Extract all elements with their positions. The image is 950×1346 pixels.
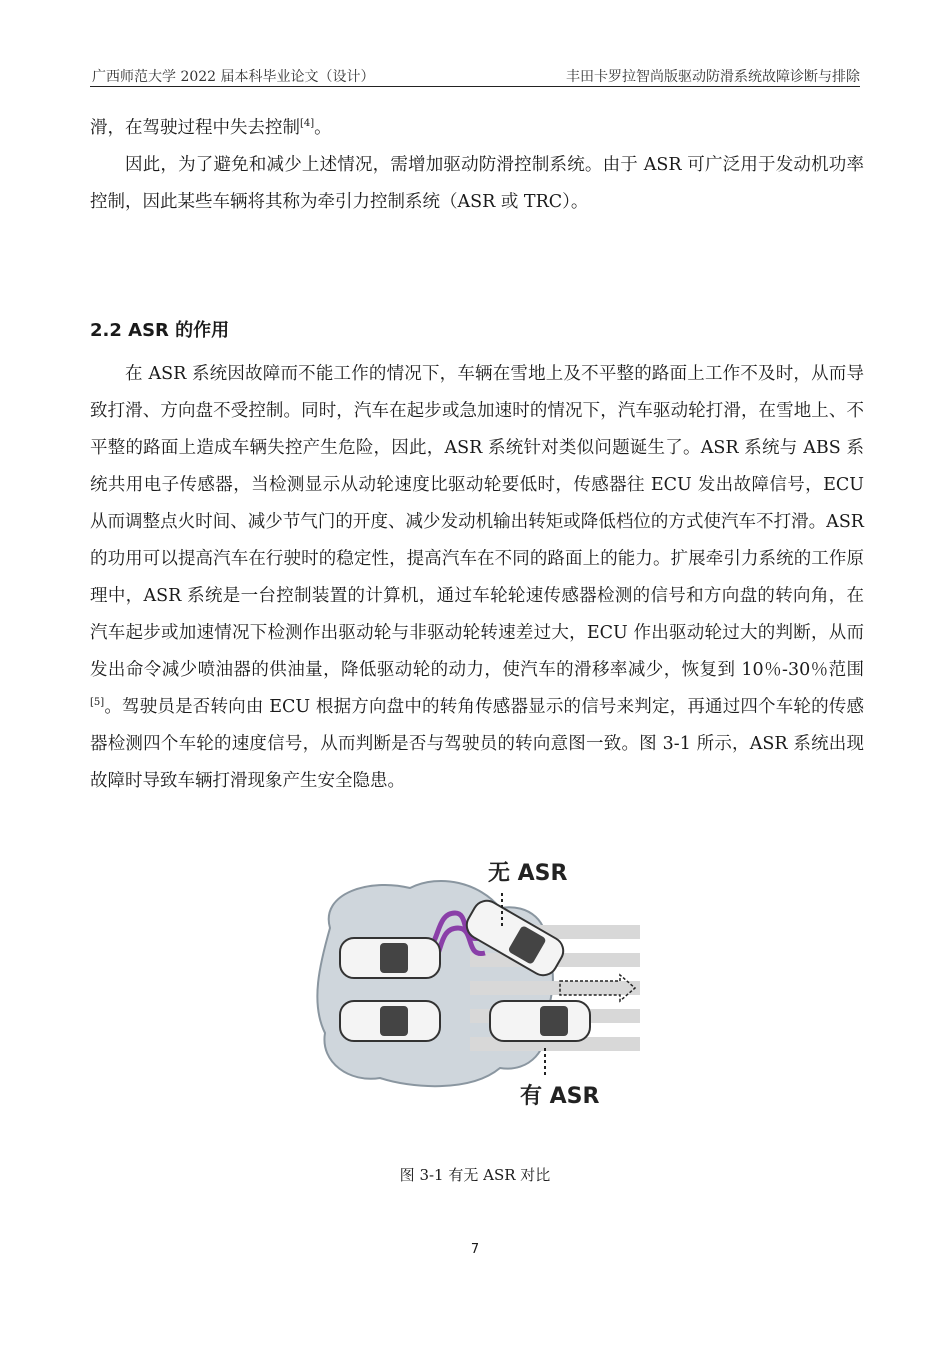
intro-paragraph: 因此，为了避免和减少上述情况，需增加驱动防滑控制系统。由于 ASR 可广泛用于发动机功率控制，因此某些车辆将其称为牵引力控制系统（ASR 或 TRC）。 [90,155,864,212]
asr-diagram [310,853,640,1115]
section-paragraph [90,356,864,800]
asr-comparison-figure [310,853,640,1115]
citation-5: [5] [90,697,105,708]
label-without-asr: 无 ASR [488,861,568,886]
citation-4: [4] [300,118,315,129]
intro-line1 [90,110,864,147]
intro-text [90,110,864,221]
section-para-part1: 在 ASR 系统因故障而不能工作的情况下，车辆在雪地上及不平整的路面上工作不及时，从而导致打滑、方向盘不受控制。同时，汽车在起步或急加速时的情况下，汽车驱动轮打滑，在雪地上、不平整的路面上造成车辆失控产生危险，因此，ASR 系统针对类似问题诞生了。ASR 系统与 ABS 系统共用电子传感器，当检测显示从动轮速度比驱动轮要低时，传感器往 ECU 发出故障信号，ECU 从而调整点火时间、减少节气门的开度、减少发动机输出转矩或降低档位的方式使汽车不打滑。ASR 的功用可以提高汽车在行驶时的稳定性，提高汽车在不同的路面上的能力。扩展牵引力系统的工作原理中，ASR 系统是一台控制装置的计算机，通过车轮轮速传感器检测的信号和方向盘的转向角，在汽车起步或加速情况下检测作出驱动轮与非驱动轮转速差过大，ECU 作出驱动轮过大的判断，从而发出命令减少喷油器的供油量，降低驱动轮的动力，使汽车的滑移率减少，恢复到 10％-30％范围 [90,364,864,680]
header-right: 丰田卡罗拉智尚版驱动防滑系统故障诊断与排除 [566,69,860,85]
car-bottom-left-icon [340,1001,440,1041]
section-heading: 2.2 ASR 的作用 [90,320,230,341]
intro-line1-text: 滑，在驾驶过程中失去控制 [90,118,300,138]
label-with-asr: 有 ASR [520,1084,600,1109]
car-top-left-icon [340,938,440,978]
figure-caption: 图 3-1 有无 ASR 对比 [399,1166,551,1184]
section-para-part2: 。驾驶员是否转向由 ECU 根据方向盘中的转角传感器显示的信号来判定，再通过四个车轮的传感器检测四个车轮的速度信号，从而判断是否与驾驶员的转向意图一致。图 3-1 所示，ASR 系统出现故障时导致车辆打滑现象产生安全隐患。 [90,697,864,791]
page-header [90,64,860,87]
page-number: 7 [470,1242,480,1257]
header-left: 广西师范大学 2022 届本科毕业论文（设计） [92,69,375,85]
car-bottom-right-icon [490,1001,590,1041]
intro-line1-end: 。 [314,118,332,138]
